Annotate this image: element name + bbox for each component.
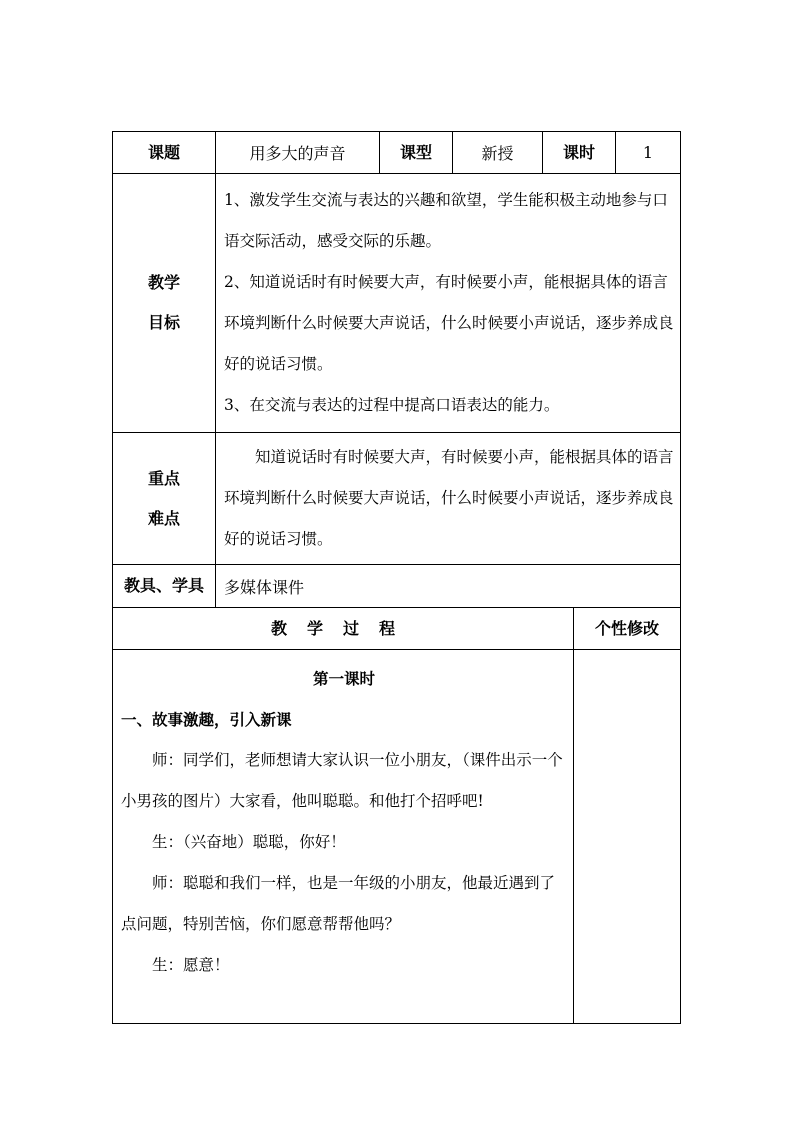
goals-label [113,174,216,433]
hours-value: 1 [616,132,681,174]
process-content [113,650,574,1024]
dialogue-line-4: 生：愿意！ [152,956,230,974]
type-label: 课型 [380,132,453,174]
key-points-content [216,433,681,565]
process-header-row [113,608,681,650]
lesson-plan-sheet [112,131,680,1024]
tools-value: 多媒体课件 [216,565,681,608]
dialogue-line-2: 生：（兴奋地）聪聪，你好！ [152,833,346,851]
lesson-plan-table [112,131,681,1024]
goals-label-line2: 目标 [147,313,180,332]
goals-label-line1: 教学 [147,273,180,292]
topic-label: 课题 [113,132,216,174]
header-row [113,132,681,174]
tools-row [113,565,681,608]
goal-item-1: 1、激发学生交流与表达的兴趣和欲望，学生能积极主动地参与口语交际活动，感受交际的乐趣。 [224,191,668,250]
key-points-label-line1: 重点 [147,468,180,488]
topic-value: 用多大的声音 [216,132,380,174]
process-body-row [113,650,681,1024]
process-title: 教学过程 [113,608,574,650]
type-value: 新授 [453,132,543,174]
goals-row [113,174,681,433]
key-points-label-line2: 难点 [147,508,180,528]
section1-title: 一、故事激趣，引入新课 [121,710,292,729]
key-points-label [113,433,216,565]
tools-label: 教具、学具 [113,565,216,608]
dialogue-line-3: 师：聪聪和我们一样，也是一年级的小朋友，他最近遇到了点问题，特别苦恼，你们愿意帮帮他吗？ [121,874,556,933]
goal-item-2: 2、知道说话时有时候要大声，有时候要小声，能根据具体的语言环境判断什么时候要大声说话，什么时候要小声说话，逐步养成良好的说话习惯。 [224,273,674,373]
notes-content [574,650,681,1024]
dialogue-line-1: 师：同学们，老师想请大家认识一位小朋友，（课件出示一个小男孩的图片）大家看，他叫聪聪。和他打个招呼吧! [121,751,563,810]
notes-title: 个性修改 [574,608,681,650]
key-points-text: 知道说话时有时候要大声，有时候要小声，能根据具体的语言环境判断什么时候要大声说话，什么时候要小声说话，逐步养成良好的说话习惯。 [224,448,674,548]
goal-item-3: 3、在交流与表达的过程中提高口语表达的能力。 [224,396,560,414]
key-points-row [113,433,681,565]
lesson-title: 第一课时 [312,669,375,688]
hours-label: 课时 [543,132,616,174]
goals-content [216,174,681,433]
